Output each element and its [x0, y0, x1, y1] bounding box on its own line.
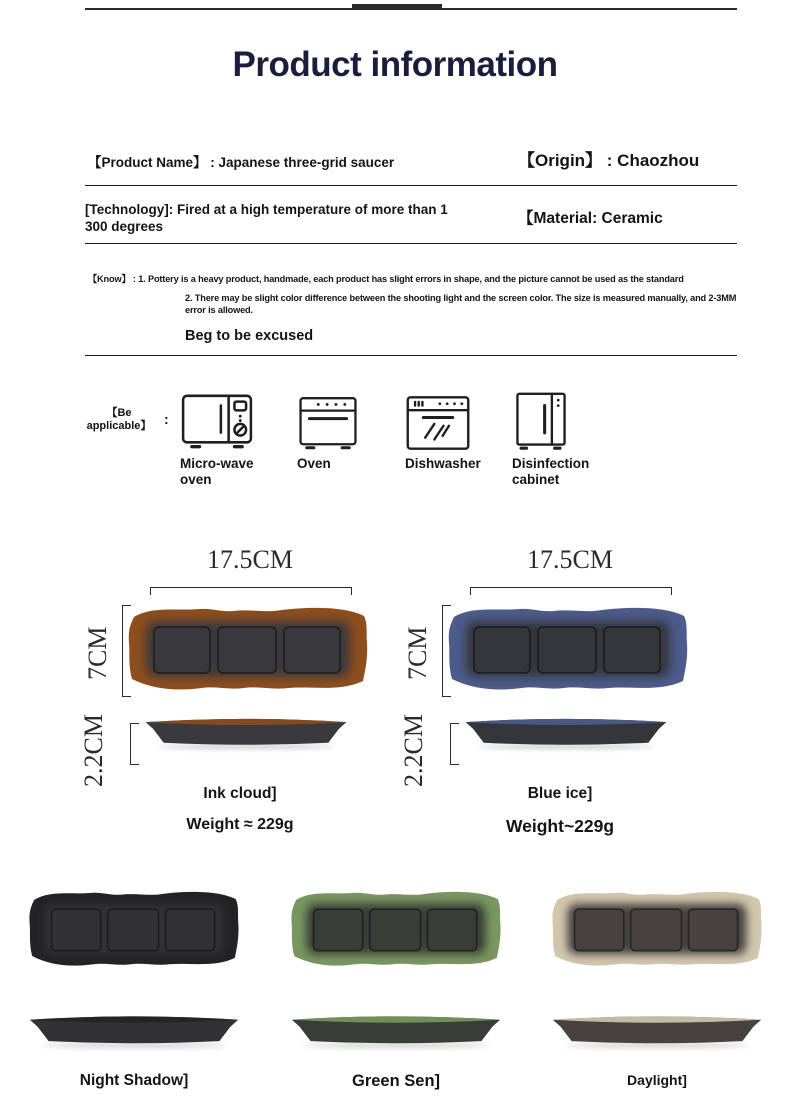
divider-3 [85, 355, 737, 356]
technology [85, 202, 505, 235]
dimension-depth-label: 7CM [403, 626, 432, 680]
page-title: Product information [232, 45, 558, 85]
appliance-label: Disinfection cabinet [512, 456, 590, 487]
variant-name: Daylight] [627, 1072, 687, 1088]
dimension-width-label: 17.5CM [207, 545, 293, 574]
dimension-height-label: 2.2CM [399, 714, 428, 788]
divider-1 [85, 185, 737, 186]
variant-weight: Weight ≈ 229g [186, 816, 294, 833]
plate-side-view [23, 1007, 245, 1053]
variant-daylight [538, 872, 776, 1104]
plate-side-view [459, 709, 673, 755]
variant-name: Night Shadow] [79, 1072, 189, 1089]
plate-top-view [282, 882, 510, 976]
oven-icon [297, 388, 359, 452]
appliance-oven [297, 388, 392, 472]
applicable-colon: : [164, 411, 169, 427]
dimension-height-label: 2.2CM [79, 714, 108, 788]
appliance-label: Oven [297, 456, 331, 471]
know-note-1: 【Know】 : 1. Pottery is a heavy product, handmade, each product has slight errors in shape, and the picture cannot be used as the standard [88, 274, 684, 284]
top-divider-accent [352, 4, 442, 10]
variant-weight: Weight~229g [505, 816, 615, 836]
plate-side-view [285, 1007, 507, 1053]
microwave-icon [180, 388, 254, 452]
technology-line-1: [Technology]: Fired at a high temperature of more than 1 [85, 202, 448, 217]
dimension-width-label: 17.5CM [527, 545, 613, 574]
plate-side-view [546, 1007, 768, 1053]
height-bracket [450, 723, 451, 765]
know-note-2: 2. There may be slight color difference between the shooting light and the screen color. The size is measured manually, and 2-3MM error is allowed. [185, 293, 737, 315]
variant-name: Blue ice] [527, 785, 593, 802]
material: 【Material: Ceramic [518, 210, 663, 227]
technology-line-2: 300 degrees [85, 218, 164, 234]
appliance-label: Dishwasher [405, 456, 481, 471]
origin: 【Origin】 : Chaozhou [518, 151, 700, 170]
product-name: 【Product Name】 : Japanese three-grid saucer [88, 155, 395, 170]
appliance-disinfection-cabinet [512, 388, 617, 488]
plate-top-view [118, 597, 378, 701]
plate-side-view [139, 709, 353, 755]
apology-note: Beg to be excused [185, 328, 314, 344]
appliance-dishwasher [405, 388, 510, 472]
applicable-label: 【Be applicable】 [86, 407, 152, 432]
variant-name: Green Sen] [351, 1072, 441, 1090]
variant-ink-cloud [75, 545, 405, 855]
appliance-microwave [180, 388, 280, 488]
divider-2 [85, 243, 737, 244]
dimension-depth-label: 7CM [83, 626, 112, 680]
plate-top-view [438, 597, 698, 701]
variant-blue-ice [395, 545, 725, 855]
plate-top-view [543, 882, 771, 976]
height-bracket [130, 723, 131, 765]
disinfection-cabinet-icon [512, 388, 570, 452]
appliance-label: Micro-wave oven [180, 456, 254, 487]
plate-top-view [20, 882, 248, 976]
width-bracket [470, 587, 672, 588]
width-bracket [150, 587, 352, 588]
variant-name: Ink cloud] [203, 785, 277, 802]
variant-green-sen [277, 872, 515, 1104]
dishwasher-icon [405, 388, 471, 452]
variant-night-shadow [15, 872, 253, 1104]
